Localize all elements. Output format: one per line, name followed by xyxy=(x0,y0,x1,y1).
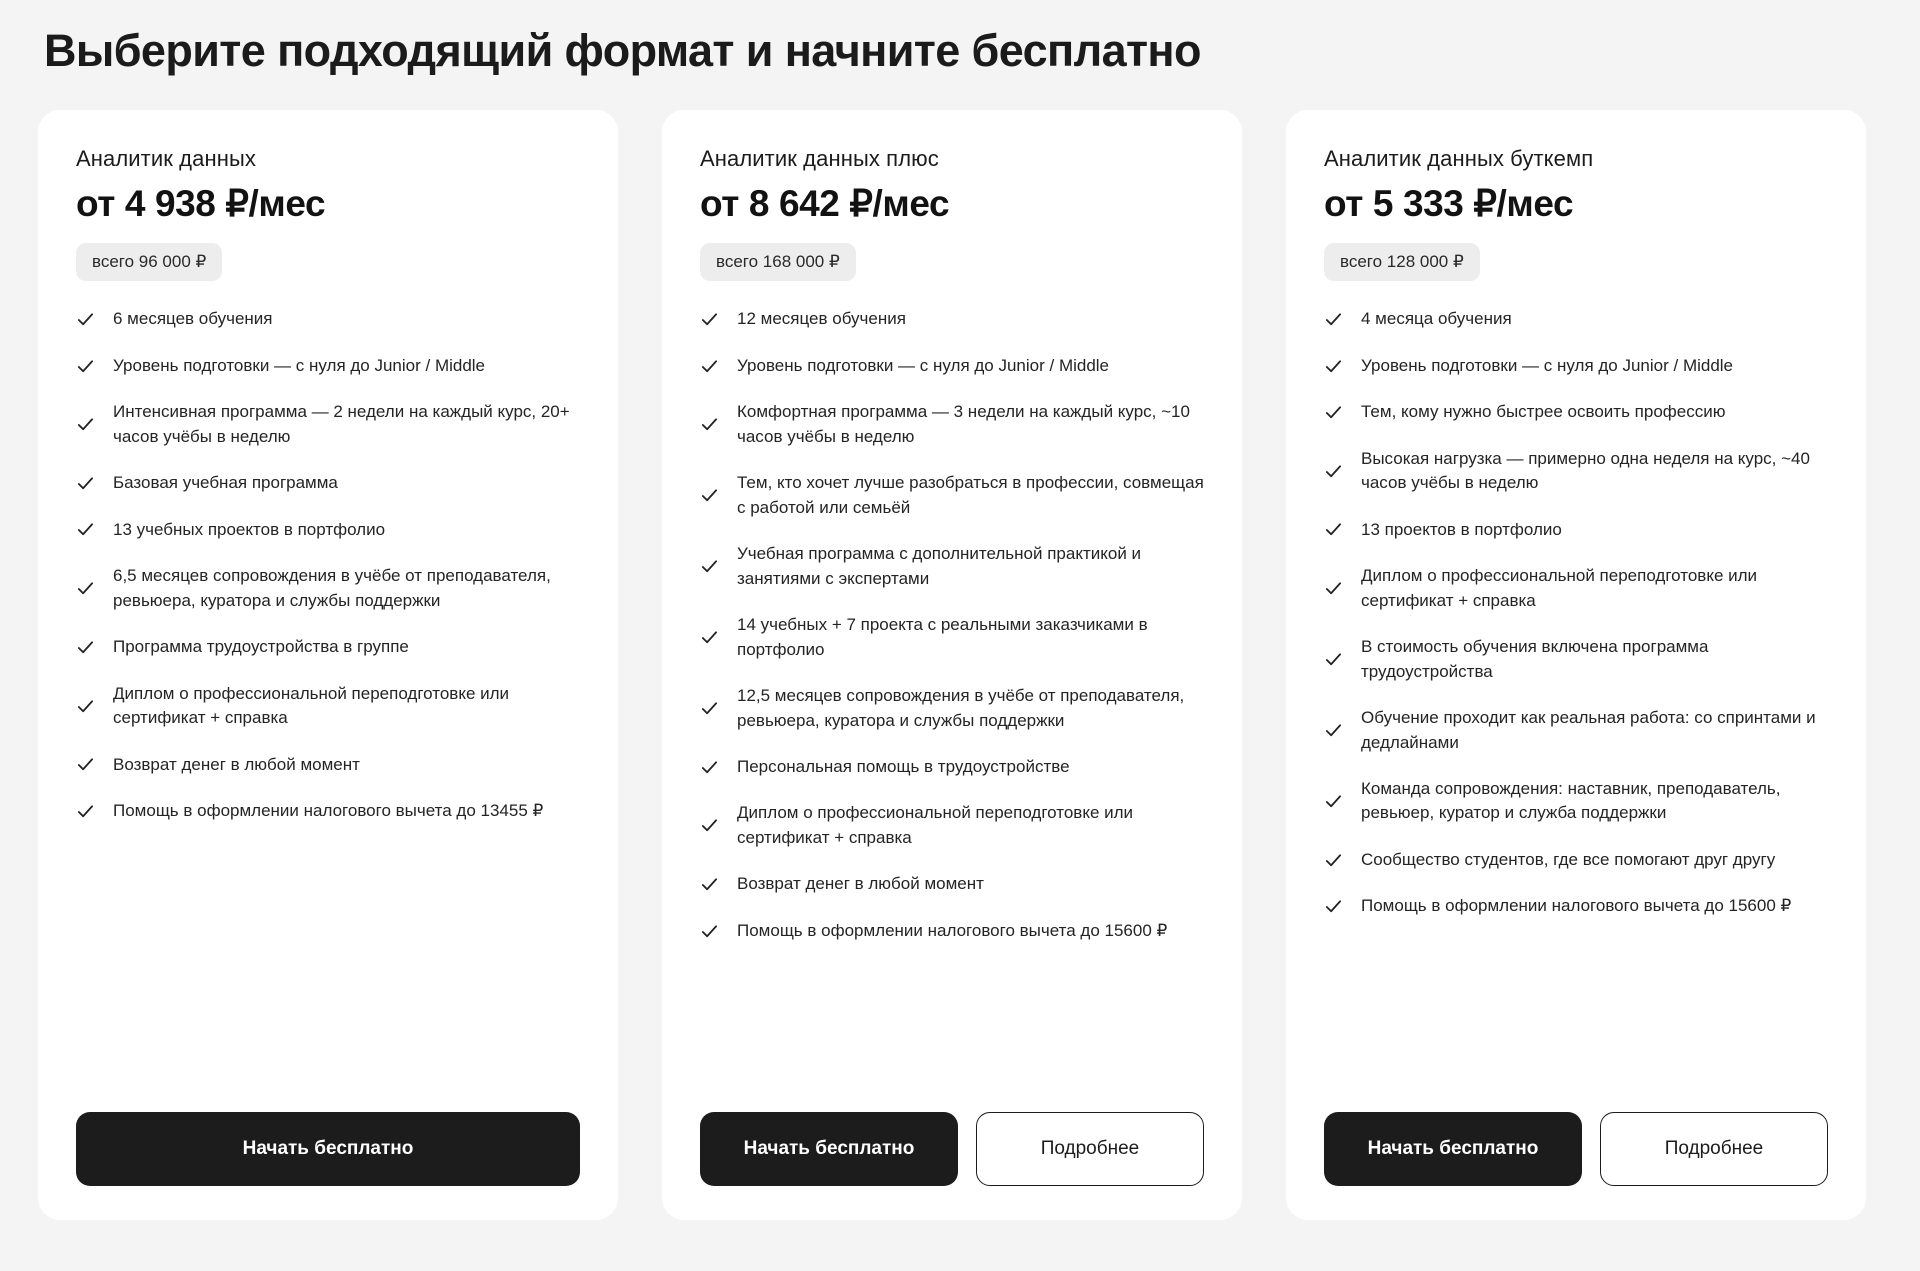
check-icon xyxy=(1324,650,1343,669)
feature-item xyxy=(76,799,580,823)
feature-item xyxy=(1324,635,1828,684)
plan-total-badge: всего 96 000 ₽ xyxy=(76,243,222,281)
check-icon xyxy=(76,802,95,821)
feature-item xyxy=(1324,564,1828,613)
feature-item xyxy=(700,613,1204,662)
feature-text: Обучение проходит как реальная работа: со спринтами и дедлайнами xyxy=(1361,708,1816,752)
feature-text: Помощь в оформлении налогового вычета до 13455 ₽ xyxy=(113,801,544,821)
feature-text: Помощь в оформлении налогового вычета до 15600 ₽ xyxy=(1361,896,1792,916)
feature-text: Учебная программа с дополнительной практикой и занятиями с экспертами xyxy=(737,544,1142,588)
check-icon xyxy=(76,697,95,716)
feature-text: Диплом о профессиональной переподготовке или сертификат + справка xyxy=(1361,566,1758,610)
card-actions xyxy=(1324,1112,1828,1186)
feature-item xyxy=(1324,307,1828,331)
feature-item xyxy=(1324,354,1828,378)
check-icon xyxy=(76,520,95,539)
feature-item xyxy=(76,753,580,777)
page-title: Выберите подходящий формат и начните бесплатно xyxy=(44,25,1201,76)
feature-item xyxy=(1324,447,1828,496)
feature-text: 13 проектов в портфолио xyxy=(1361,519,1562,539)
feature-text: Возврат денег в любой момент xyxy=(113,754,360,774)
check-icon xyxy=(76,755,95,774)
check-icon xyxy=(76,579,95,598)
plan-name: Аналитик данных буткемп xyxy=(1324,146,1594,172)
feature-text: 6 месяцев обучения xyxy=(113,309,273,329)
start-free-button[interactable]: Начать бесплатно xyxy=(1324,1112,1582,1186)
feature-item xyxy=(1324,848,1828,872)
feature-text: Программа трудоустройства в группе xyxy=(113,637,409,657)
pricing-card-3 xyxy=(1286,110,1866,1220)
check-icon xyxy=(1324,403,1343,422)
pricing-card-1 xyxy=(38,110,618,1220)
feature-item xyxy=(700,919,1204,943)
feature-text: Помощь в оформлении налогового вычета до 15600 ₽ xyxy=(737,920,1168,940)
feature-item xyxy=(700,755,1204,779)
check-icon xyxy=(1324,520,1343,539)
pricing-cards-row xyxy=(38,110,1882,1220)
check-icon xyxy=(76,474,95,493)
plan-name: Аналитик данных плюс xyxy=(700,146,939,172)
feature-item xyxy=(76,635,580,659)
check-icon xyxy=(1324,851,1343,870)
feature-list xyxy=(76,307,580,1082)
feature-item xyxy=(76,400,580,449)
feature-item xyxy=(76,564,580,613)
check-icon xyxy=(1324,792,1343,811)
check-icon xyxy=(700,357,719,376)
feature-item xyxy=(1324,777,1828,826)
feature-text: Команда сопровождения: наставник, преподаватель, ревьюер, куратор и служба поддержки xyxy=(1361,779,1781,823)
feature-text: Сообщество студентов, где все помогают друг другу xyxy=(1361,849,1776,869)
feature-item xyxy=(76,518,580,542)
check-icon xyxy=(76,415,95,434)
feature-text: Тем, кто хочет лучше разобраться в профессии, совмещая с работой или семьёй xyxy=(737,473,1204,517)
check-icon xyxy=(76,357,95,376)
feature-item xyxy=(76,682,580,731)
check-icon xyxy=(700,875,719,894)
feature-text: 13 учебных проектов в портфолио xyxy=(113,519,386,539)
feature-item xyxy=(700,471,1204,520)
feature-item xyxy=(700,542,1204,591)
feature-list xyxy=(700,307,1204,1082)
feature-item xyxy=(700,801,1204,850)
feature-text: Базовая учебная программа xyxy=(113,473,338,493)
check-icon xyxy=(1324,357,1343,376)
feature-item xyxy=(76,307,580,331)
feature-text: Возврат денег в любой момент xyxy=(737,874,984,894)
feature-text: В стоимость обучения включена программа трудоустройства xyxy=(1361,637,1709,681)
feature-item xyxy=(700,400,1204,449)
check-icon xyxy=(1324,310,1343,329)
check-icon xyxy=(1324,579,1343,598)
plan-name: Аналитик данных xyxy=(76,146,256,172)
feature-text: Интенсивная программа — 2 недели на каждый курс, 20+ часов учёбы в неделю xyxy=(113,402,570,446)
check-icon xyxy=(700,816,719,835)
feature-text: 12,5 месяцев сопровождения в учёбе от преподавателя, ревьюера, куратора и службы поддержки xyxy=(737,686,1185,730)
feature-text: Уровень подготовки — с нуля до Junior / Middle xyxy=(737,355,1110,375)
check-icon xyxy=(700,557,719,576)
check-icon xyxy=(1324,462,1343,481)
check-icon xyxy=(700,628,719,647)
feature-list xyxy=(1324,307,1828,1082)
check-icon xyxy=(700,486,719,505)
feature-item xyxy=(76,471,580,495)
feature-item xyxy=(700,872,1204,896)
card-actions xyxy=(76,1112,580,1186)
start-free-button[interactable]: Начать бесплатно xyxy=(76,1112,580,1186)
feature-text: Тем, кому нужно быстрее освоить профессию xyxy=(1361,402,1726,422)
feature-item xyxy=(76,354,580,378)
plan-total-badge: всего 168 000 ₽ xyxy=(700,243,856,281)
feature-item xyxy=(1324,400,1828,424)
feature-item xyxy=(1324,706,1828,755)
details-button[interactable]: Подробнее xyxy=(976,1112,1204,1186)
check-icon xyxy=(700,922,719,941)
feature-item xyxy=(700,307,1204,331)
feature-text: Диплом о профессиональной переподготовке или сертификат + справка xyxy=(113,683,510,728)
feature-text: Уровень подготовки — с нуля до Junior / Middle xyxy=(1361,355,1734,375)
feature-item xyxy=(1324,894,1828,918)
check-icon xyxy=(1324,721,1343,740)
feature-item xyxy=(1324,518,1828,542)
card-actions xyxy=(700,1112,1204,1186)
feature-text: Комфортная программа — 3 недели на каждый курс, ~10 часов учёбы в неделю xyxy=(737,402,1190,446)
feature-item xyxy=(700,354,1204,378)
check-icon xyxy=(700,310,719,329)
feature-text: Диплом о профессиональной переподготовке или сертификат + справка xyxy=(737,803,1134,847)
plan-price: от 8 642 ₽/мес xyxy=(700,183,950,225)
check-icon xyxy=(76,638,95,657)
feature-text: Высокая нагрузка — примерно одна неделя на курс, ~40 часов учёбы в неделю xyxy=(1361,448,1810,493)
feature-text: 6,5 месяцев сопровождения в учёбе от преподавателя, ревьюера, куратора и службы поддержки xyxy=(113,566,551,610)
check-icon xyxy=(1324,897,1343,916)
feature-item xyxy=(700,684,1204,733)
feature-text: Уровень подготовки — с нуля до Junior / Middle xyxy=(113,355,486,375)
feature-text: 14 учебных + 7 проекта с реальными заказчиками в портфолио xyxy=(737,615,1148,659)
check-icon xyxy=(700,699,719,718)
check-icon xyxy=(700,415,719,434)
start-free-button[interactable]: Начать бесплатно xyxy=(700,1112,958,1186)
plan-price: от 4 938 ₽/мес xyxy=(76,183,326,225)
plan-total-badge: всего 128 000 ₽ xyxy=(1324,243,1480,281)
feature-text: 12 месяцев обучения xyxy=(737,309,906,329)
details-button[interactable]: Подробнее xyxy=(1600,1112,1828,1186)
check-icon xyxy=(700,758,719,777)
pricing-card-2 xyxy=(662,110,1242,1220)
check-icon xyxy=(76,310,95,329)
feature-text: Персональная помощь в трудоустройстве xyxy=(737,757,1070,777)
feature-text: 4 месяца обучения xyxy=(1361,309,1512,329)
plan-price: от 5 333 ₽/мес xyxy=(1324,183,1574,225)
